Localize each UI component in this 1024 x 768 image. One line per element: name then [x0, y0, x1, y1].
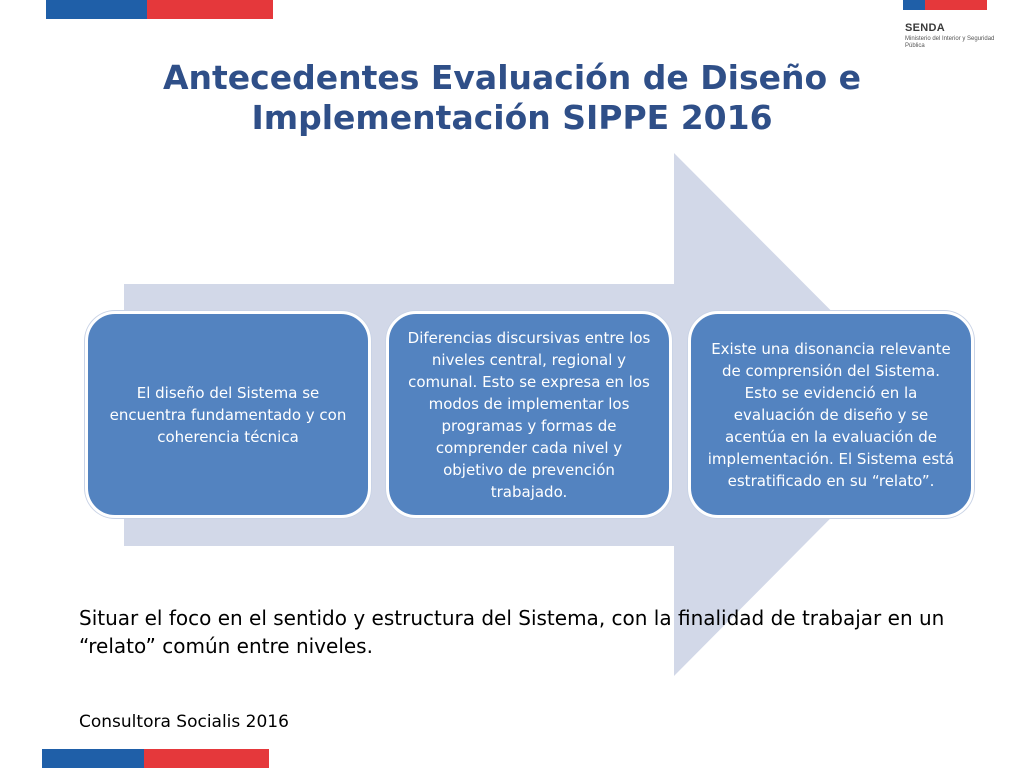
slide-title: Antecedentes Evaluación de Diseño e Implementación SIPPE 2016	[162, 58, 862, 137]
box-diseno	[85, 311, 371, 518]
box-diferencias	[386, 311, 672, 518]
box-disonancia-text: Existe una disonancia relevante de comprensión del Sistema. Esto se evidenció en la evaluación de diseño y se acentúa en la evaluación de implementación. El Sistema está estratificado en su “relato”.	[707, 339, 955, 490]
box-disonancia	[688, 311, 974, 518]
body-text: Situar el foco en el sentido y estructura del Sistema, con la finalidad de trabajar en un “relato” común entre niveles.	[79, 606, 945, 658]
logo-subtitle: Ministerio del Interior y Seguridad Pública	[905, 36, 995, 49]
source-credit: Consultora Socialis 2016	[79, 712, 289, 732]
bottom-left-bar-red	[144, 749, 269, 768]
box-diferencias-text: Diferencias discursivas entre los niveles central, regional y comunal. Esto se expresa en los modos de implementar los programas y formas de comprender cada nivel y objetivo de prevención trabajado.	[407, 328, 651, 501]
logo-name: SENDA	[905, 22, 946, 34]
box-diseno-text: El diseño del Sistema se encuentra fundamentado y con coherencia técnica	[109, 383, 347, 446]
bottom-left-bar-blue	[42, 749, 144, 768]
